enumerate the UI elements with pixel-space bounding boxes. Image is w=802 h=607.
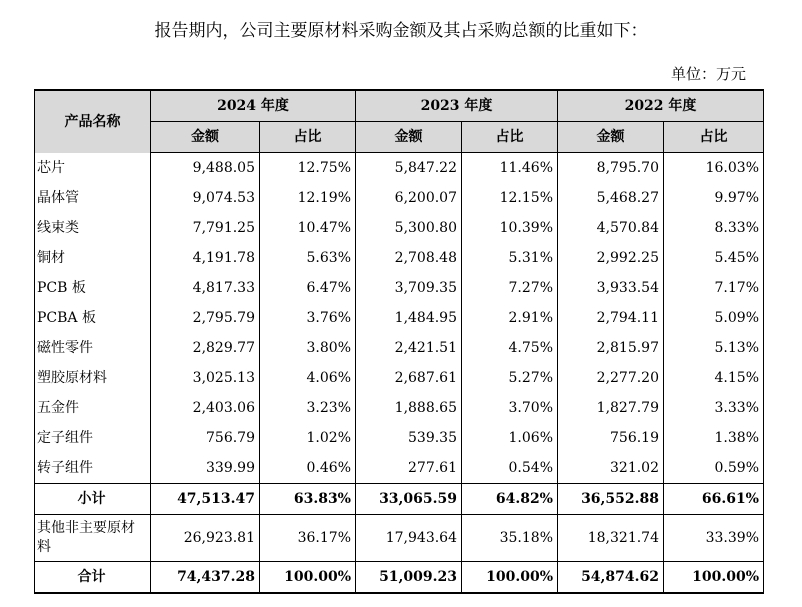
- cell-ratio: 35.18%: [462, 515, 558, 562]
- header-product-name: 产品名称: [35, 90, 151, 153]
- other-materials-row: [35, 515, 764, 562]
- cell-amount: 2,421.51: [356, 333, 462, 363]
- cell-amount: 18,321.74: [558, 515, 664, 562]
- row-product-name: PCB 板: [35, 273, 151, 303]
- row-product-name: 五金件: [35, 393, 151, 423]
- cell-ratio: 66.61%: [664, 484, 764, 515]
- cell-amount: 2,403.06: [151, 393, 260, 423]
- cell-amount: 6,200.07: [356, 183, 462, 213]
- header-amount: 金额: [558, 122, 664, 153]
- cell-amount: 321.02: [558, 453, 664, 484]
- total-row: [35, 562, 764, 594]
- cell-ratio: 100.00%: [260, 562, 356, 594]
- cell-ratio: 1.02%: [260, 423, 356, 453]
- cell-amount: 3,025.13: [151, 363, 260, 393]
- cell-ratio: 7.27%: [462, 273, 558, 303]
- cell-amount: 1,484.95: [356, 303, 462, 333]
- table-row: [35, 453, 764, 484]
- cell-amount: 33,065.59: [356, 484, 462, 515]
- row-product-name: 定子组件: [35, 423, 151, 453]
- cell-amount: 2,829.77: [151, 333, 260, 363]
- cell-amount: 2,277.20: [558, 363, 664, 393]
- table-row: [35, 213, 764, 243]
- cell-amount: 277.61: [356, 453, 462, 484]
- cell-ratio: 4.75%: [462, 333, 558, 363]
- purchase-table: [34, 89, 764, 594]
- cell-ratio: 5.27%: [462, 363, 558, 393]
- cell-amount: 17,943.64: [356, 515, 462, 562]
- header-ratio: 占比: [462, 122, 558, 153]
- cell-ratio: 33.39%: [664, 515, 764, 562]
- table-row: [35, 423, 764, 453]
- cell-amount: 7,791.25: [151, 213, 260, 243]
- cell-amount: 2,687.61: [356, 363, 462, 393]
- cell-amount: 2,815.97: [558, 333, 664, 363]
- cell-ratio: 1.06%: [462, 423, 558, 453]
- subtotal-row: [35, 484, 764, 515]
- row-product-name: 合计: [35, 562, 151, 594]
- cell-amount: 5,847.22: [356, 153, 462, 184]
- header-amount: 金额: [151, 122, 260, 153]
- cell-amount: 5,300.80: [356, 213, 462, 243]
- cell-amount: 4,570.84: [558, 213, 664, 243]
- cell-ratio: 3.80%: [260, 333, 356, 363]
- cell-amount: 756.79: [151, 423, 260, 453]
- cell-ratio: 0.46%: [260, 453, 356, 484]
- cell-amount: 74,437.28: [151, 562, 260, 594]
- cell-ratio: 16.03%: [664, 153, 764, 184]
- cell-ratio: 63.83%: [260, 484, 356, 515]
- cell-ratio: 8.33%: [664, 213, 764, 243]
- cell-amount: 36,552.88: [558, 484, 664, 515]
- cell-amount: 539.35: [356, 423, 462, 453]
- table-row: [35, 183, 764, 213]
- header-ratio: 占比: [664, 122, 764, 153]
- cell-amount: 54,874.62: [558, 562, 664, 594]
- cell-amount: 2,708.48: [356, 243, 462, 273]
- cell-ratio: 1.38%: [664, 423, 764, 453]
- table-row: [35, 393, 764, 423]
- header-ratio: 占比: [260, 122, 356, 153]
- cell-ratio: 4.15%: [664, 363, 764, 393]
- cell-ratio: 5.31%: [462, 243, 558, 273]
- cell-ratio: 10.47%: [260, 213, 356, 243]
- cell-amount: 26,923.81: [151, 515, 260, 562]
- cell-amount: 756.19: [558, 423, 664, 453]
- cell-ratio: 0.54%: [462, 453, 558, 484]
- cell-amount: 4,191.78: [151, 243, 260, 273]
- cell-ratio: 36.17%: [260, 515, 356, 562]
- table-row: [35, 333, 764, 363]
- cell-amount: 2,794.11: [558, 303, 664, 333]
- cell-amount: 4,817.33: [151, 273, 260, 303]
- cell-ratio: 3.76%: [260, 303, 356, 333]
- cell-ratio: 64.82%: [462, 484, 558, 515]
- cell-amount: 1,827.79: [558, 393, 664, 423]
- cell-ratio: 5.63%: [260, 243, 356, 273]
- cell-amount: 339.99: [151, 453, 260, 484]
- cell-ratio: 5.13%: [664, 333, 764, 363]
- cell-amount: 47,513.47: [151, 484, 260, 515]
- row-product-name: 塑胶原材料: [35, 363, 151, 393]
- row-product-name: PCBA 板: [35, 303, 151, 333]
- row-product-name: 小计: [35, 484, 151, 515]
- cell-amount: 3,709.35: [356, 273, 462, 303]
- cell-amount: 5,468.27: [558, 183, 664, 213]
- header-year-2023: 2023 年度: [356, 90, 558, 122]
- cell-amount: 9,074.53: [151, 183, 260, 213]
- row-product-name: 磁性零件: [35, 333, 151, 363]
- cell-ratio: 7.17%: [664, 273, 764, 303]
- cell-ratio: 2.91%: [462, 303, 558, 333]
- row-product-name: 晶体管: [35, 183, 151, 213]
- cell-ratio: 3.70%: [462, 393, 558, 423]
- cell-ratio: 9.97%: [664, 183, 764, 213]
- cell-amount: 3,933.54: [558, 273, 664, 303]
- cell-ratio: 100.00%: [664, 562, 764, 594]
- cell-amount: 9,488.05: [151, 153, 260, 184]
- table-row: [35, 153, 764, 184]
- cell-ratio: 12.75%: [260, 153, 356, 184]
- cell-amount: 51,009.23: [356, 562, 462, 594]
- header-amount: 金额: [356, 122, 462, 153]
- cell-amount: 1,888.65: [356, 393, 462, 423]
- intro-text: 报告期内，公司主要原材料采购金额及其占采购总额的比重如下：: [154, 21, 648, 41]
- cell-ratio: 3.23%: [260, 393, 356, 423]
- row-product-name: 其他非主要原材料: [35, 515, 151, 562]
- cell-amount: 2,795.79: [151, 303, 260, 333]
- cell-ratio: 6.47%: [260, 273, 356, 303]
- cell-ratio: 3.33%: [664, 393, 764, 423]
- cell-ratio: 12.19%: [260, 183, 356, 213]
- table-row: [35, 273, 764, 303]
- cell-ratio: 12.15%: [462, 183, 558, 213]
- row-product-name: 铜材: [35, 243, 151, 273]
- header-year-2024: 2024 年度: [151, 90, 356, 122]
- cell-ratio: 5.45%: [664, 243, 764, 273]
- cell-amount: 2,992.25: [558, 243, 664, 273]
- row-product-name: 转子组件: [35, 453, 151, 484]
- unit-label: 单位：万元: [670, 65, 746, 83]
- cell-amount: 8,795.70: [558, 153, 664, 184]
- cell-ratio: 0.59%: [664, 453, 764, 484]
- table-row: [35, 303, 764, 333]
- cell-ratio: 10.39%: [462, 213, 558, 243]
- row-product-name: 线束类: [35, 213, 151, 243]
- cell-ratio: 4.06%: [260, 363, 356, 393]
- table-row: [35, 363, 764, 393]
- header-year-2022: 2022 年度: [558, 90, 764, 122]
- cell-ratio: 5.09%: [664, 303, 764, 333]
- cell-ratio: 100.00%: [462, 562, 558, 594]
- cell-ratio: 11.46%: [462, 153, 558, 184]
- table-row: [35, 243, 764, 273]
- row-product-name: 芯片: [35, 153, 151, 184]
